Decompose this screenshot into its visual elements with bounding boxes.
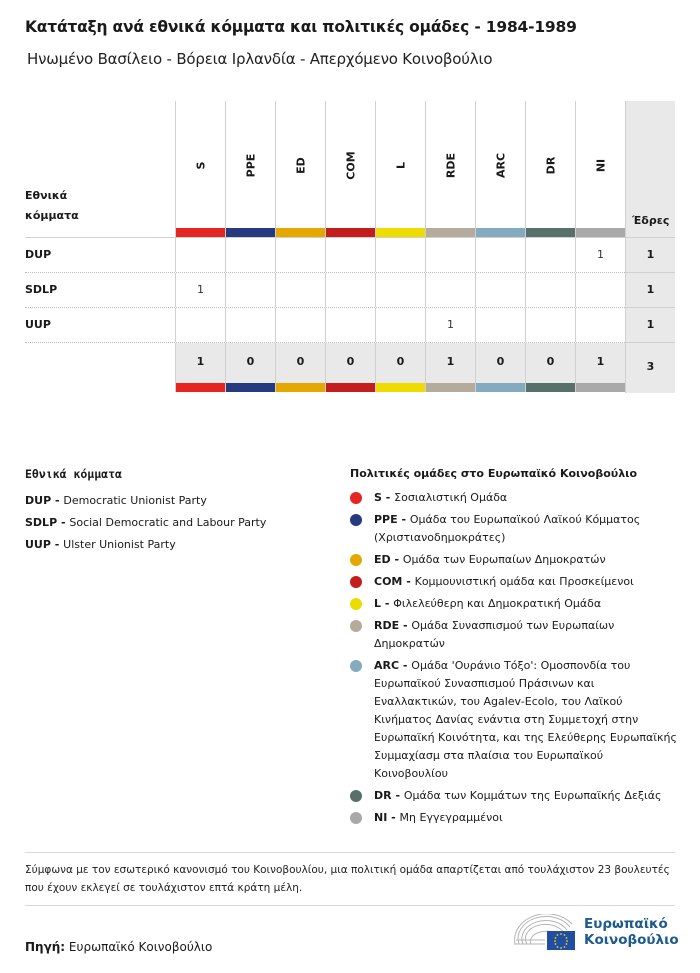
page-title: Κατάταξη ανά εθνικά κόμματα και πολιτικές ομάδες - 1984-1989 [25, 18, 577, 36]
table-cell [175, 238, 225, 272]
group-code: COM [344, 151, 357, 180]
group-code: NI [594, 158, 607, 173]
color-dot-icon [350, 660, 362, 672]
group-color-bar [476, 228, 525, 237]
group-color-bar [576, 383, 625, 392]
row-seats: 1 [625, 237, 675, 273]
table-cell [275, 273, 325, 307]
total-cell: 0 [525, 343, 575, 392]
group-code: S [194, 161, 207, 170]
totals-row [25, 342, 675, 392]
table-cell [375, 308, 425, 342]
group-code: DR [544, 156, 557, 175]
group-color-bar [526, 228, 575, 237]
column-header-arc [475, 101, 525, 237]
group-color-bar [226, 228, 275, 237]
group-code: PPE [244, 153, 257, 178]
political-groups-legend [350, 467, 680, 831]
group-legend-item: S - Σοσιαλιστική Ομάδα [350, 489, 680, 507]
group-code: RDE [444, 152, 457, 179]
color-dot-icon [350, 576, 362, 588]
total-cell: 1 [175, 343, 225, 392]
page-subtitle: Ηνωμένο Βασίλειο - Βόρεια Ιρλανδία - Απερχόμενο Κοινοβούλιο [27, 50, 493, 68]
row-seats: 1 [625, 307, 675, 343]
national-legend-item: UUP - Ulster Unionist Party [25, 538, 176, 551]
group-legend-item: COM - Κομμουνιστική ομάδα και Προσκείμενοι [350, 573, 680, 591]
color-dot-icon [350, 812, 362, 824]
table-cell [175, 308, 225, 342]
table-cell [325, 238, 375, 272]
group-color-bar [176, 383, 225, 392]
total-cell: 0 [325, 343, 375, 392]
table-cell: 1 [575, 238, 625, 272]
national-parties-header: Εθνικά κόμματα [25, 189, 79, 222]
total-cell: 0 [475, 343, 525, 392]
group-code: L [394, 162, 407, 170]
party-name: SDLP [25, 283, 58, 296]
table-cell [575, 308, 625, 342]
total-seats: 3 [625, 342, 675, 393]
logo-text: Ευρωπαϊκό Κοινοβούλιο [584, 916, 679, 948]
column-header-ed [275, 101, 325, 237]
group-color-bar [176, 228, 225, 237]
table-cell [525, 308, 575, 342]
color-dot-icon [350, 554, 362, 566]
table-cell [525, 238, 575, 272]
group-code: ARC [494, 152, 507, 179]
table-cell [375, 273, 425, 307]
table-cell [475, 273, 525, 307]
total-cell: 0 [275, 343, 325, 392]
table-cell [425, 273, 475, 307]
table-row [25, 272, 675, 307]
total-cell: 0 [375, 343, 425, 392]
seats-header: Έδρες [625, 101, 675, 237]
group-color-bar [276, 383, 325, 392]
table-cell [525, 273, 575, 307]
party-name: DUP [25, 248, 52, 261]
table-cell [475, 238, 525, 272]
column-header-s [175, 101, 225, 237]
column-header-com [325, 101, 375, 237]
group-legend-item: NI - Μη Εγγεγραμμένοι [350, 809, 680, 827]
group-color-bar [326, 383, 375, 392]
group-color-bar [276, 228, 325, 237]
table-row [25, 237, 675, 272]
group-color-bar [426, 383, 475, 392]
group-legend-item: PPE - Ομάδα του Ευρωπαϊκού Λαϊκού Κόμματος (Χριστιανοδημοκράτες) [350, 511, 680, 547]
color-dot-icon [350, 598, 362, 610]
group-color-bar [226, 383, 275, 392]
group-color-bar [426, 228, 475, 237]
groups-legend-title: Πολιτικές ομάδες στο Ευρωπαϊκό Κοινοβούλιο [350, 467, 638, 480]
total-cell: 1 [425, 343, 475, 392]
group-color-bar [576, 228, 625, 237]
color-dot-icon [350, 492, 362, 504]
table-cell [475, 308, 525, 342]
group-color-bar [526, 383, 575, 392]
party-name: UUP [25, 318, 51, 331]
table-cell [275, 238, 325, 272]
table-cell [375, 238, 425, 272]
column-header-l [375, 101, 425, 237]
source [25, 940, 212, 954]
table-cell [325, 308, 375, 342]
color-dot-icon [350, 620, 362, 632]
source-label: Πηγή: [25, 940, 66, 954]
group-legend-item: L - Φιλελεύθερη και Δημοκρατική Ομάδα [350, 595, 680, 613]
national-legend-item: DUP - Democratic Unionist Party [25, 494, 207, 507]
table-cell [225, 273, 275, 307]
table-cell [425, 238, 475, 272]
table-row [25, 307, 675, 342]
group-legend-item: DR - Ομάδα των Κομμάτων της Ευρωπαϊκής Δεξιάς [350, 787, 680, 805]
european-parliament-logo [512, 914, 677, 954]
table-cell: 1 [175, 273, 225, 307]
table-cell [225, 238, 275, 272]
group-color-bar [376, 228, 425, 237]
table-cell [325, 273, 375, 307]
table-cell [225, 308, 275, 342]
group-legend-item: ED - Ομάδα των Ευρωπαίων Δημοκρατών [350, 551, 680, 569]
column-header-ni [575, 101, 625, 237]
total-cell: 0 [225, 343, 275, 392]
column-header-dr [525, 101, 575, 237]
column-header-ppe [225, 101, 275, 237]
group-legend-item: RDE - Ομάδα Συνασπισμού των Ευρωπαίων Δημοκρατών [350, 617, 680, 653]
seats-table [25, 101, 675, 392]
table-cell: 1 [425, 308, 475, 342]
row-seats: 1 [625, 272, 675, 308]
national-legend-title: Εθνικά κόμματα [25, 467, 122, 481]
national-parties-legend [25, 467, 335, 556]
color-dot-icon [350, 514, 362, 526]
group-code: ED [294, 157, 307, 174]
group-color-bar [326, 228, 375, 237]
source-value: Ευρωπαϊκό Κοινοβούλιο [65, 940, 213, 954]
national-legend-item: SDLP - Social Democratic and Labour Party [25, 516, 267, 529]
group-color-bar [376, 383, 425, 392]
group-legend-item: ARC - Ομάδα 'Ουράνιο Τόξο': Ομοσπονδία του Ευρωπαϊκού Συνασπισμού Πράσινων και Εναλλακτικών, του Agalev-Ecolo, του Λαϊκού Κινήματος Δανίας ενάντια στη Συμμετοχή στην Ευρωπαϊκή Κοινότητα, και της Ελεύθερης Ευρωπαϊκής Συμμαχίασμ στα πλαίσια του Ευρωπαϊκού Κοινοβουλίου [350, 657, 680, 783]
column-header-rde [425, 101, 475, 237]
footnote: Σύμφωνα με τον εσωτερικό κανονισμό του Κοινοβουλίου, μια πολιτική ομάδα απαρτίζεται από τουλάχιστον 23 βουλευτές που έχουν εκλεγεί σε τουλάχιστον επτά κράτη μέλη. [25, 852, 675, 906]
color-dot-icon [350, 790, 362, 802]
total-cell: 1 [575, 343, 625, 392]
table-header-row [25, 101, 675, 237]
table-cell [275, 308, 325, 342]
table-cell [575, 273, 625, 307]
group-color-bar [476, 383, 525, 392]
parliament-hemicycle-icon [512, 914, 582, 952]
